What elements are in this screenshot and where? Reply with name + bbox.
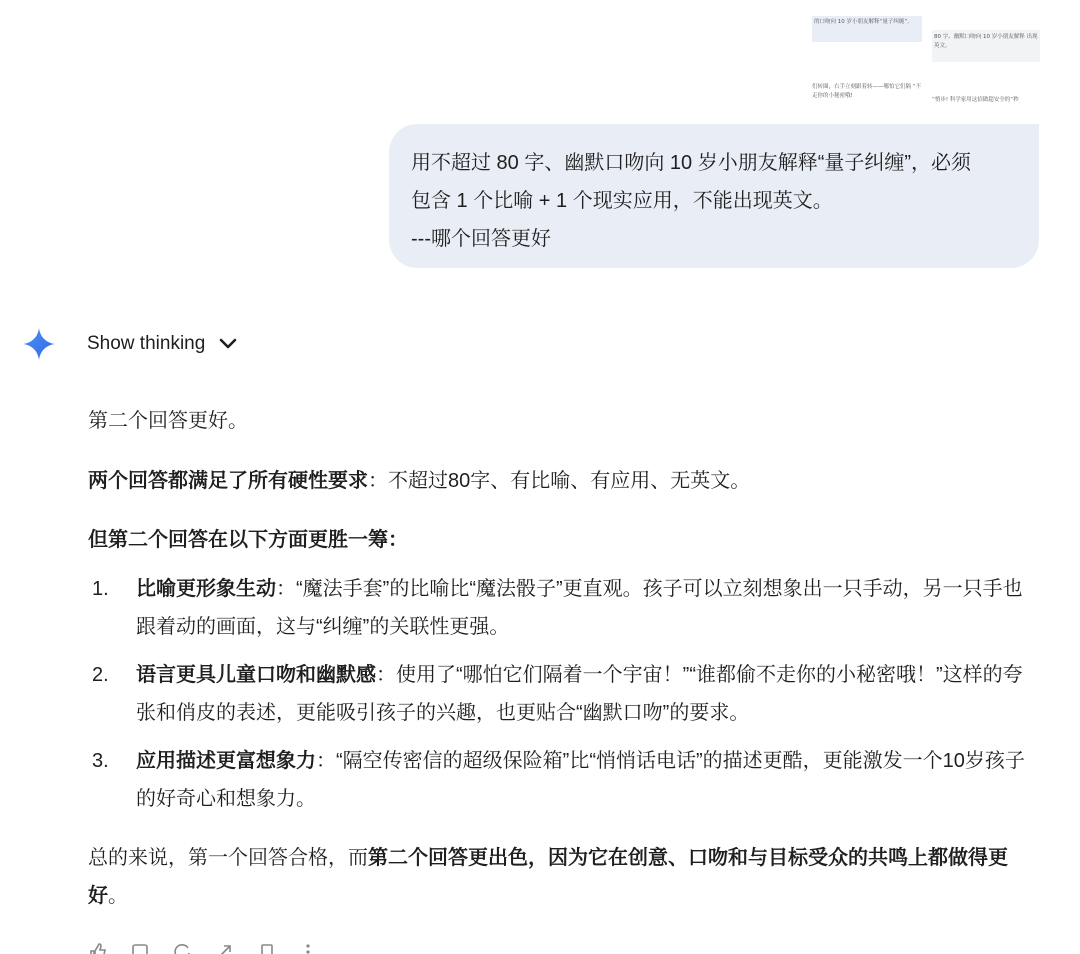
bold-text: 比喻更形象生动 bbox=[136, 578, 276, 600]
list-number: 2. bbox=[92, 664, 109, 686]
plain-text: ：不超过80字、有比喻、有应用、无英文。 bbox=[368, 470, 751, 492]
attachment-thumbnail-2[interactable] bbox=[932, 30, 1040, 62]
list-number: 1. bbox=[92, 578, 109, 600]
bold-text: 应用描述更富想象力 bbox=[136, 750, 316, 772]
plain-text: ：“隔空传密信的超级保险箱”比“悄悄话电话”的描述更酷，更能激发一个10岁孩子的好奇心和想象力。 bbox=[136, 750, 1025, 810]
more-options-icon[interactable] bbox=[298, 942, 318, 954]
user-message-line: 用不超过 80 字、幽默口吻向 10 岁小朋友解释“量子纠缠”，必须 bbox=[411, 152, 972, 174]
plain-text: 总的来说，第一个回答合格，而 bbox=[88, 847, 368, 869]
list-item bbox=[88, 656, 1038, 732]
list-item bbox=[88, 570, 1038, 646]
response-summary bbox=[88, 839, 1038, 915]
regenerate-icon[interactable] bbox=[172, 942, 192, 954]
thumbs-up-icon[interactable] bbox=[88, 942, 108, 954]
thumbnail-text: 们转圈，右手立刻跟着转——哪怕它们隔 “不走你的小秘密哦! bbox=[812, 84, 922, 99]
thumbs-down-icon[interactable] bbox=[130, 942, 150, 954]
plain-text: ：“魔法手套”的比喻比“魔法骰子”更直观。孩子可以立刻想象出一只手动，另一只手也跟着动的画面，这与“纠缠”的关联性更强。 bbox=[136, 578, 1023, 638]
gemini-sparkle-icon bbox=[22, 327, 56, 361]
bold-text: 两个回答都满足了所有硬性要求 bbox=[88, 470, 368, 492]
bold-text: 语言更具儿童口吻和幽默感 bbox=[136, 664, 376, 686]
plain-text: ：使用了“哪怕它们隔着一个宇宙！”“谁都偷不走你的小秘密哦！”这样的夸张和俏皮的表述，更能吸引孩子的兴趣，也更贴合“幽默口吻”的要求。 bbox=[136, 664, 1023, 724]
thumbnail-text: 的口吻向 10 岁小朋友解释“量子纠缠”, bbox=[812, 16, 922, 42]
copy-icon[interactable] bbox=[256, 942, 276, 954]
bold-text: 但第二个回答在以下方面更胜一筹： bbox=[88, 529, 408, 551]
response-intro: 第二个回答更好。 bbox=[88, 410, 248, 432]
list-number: 3. bbox=[92, 750, 109, 772]
response-paragraph bbox=[88, 521, 1038, 559]
chevron-down-icon bbox=[219, 338, 237, 350]
thumbnail-text: 80 字、幽默口吻向 10 岁小朋友解释 出现英文。 bbox=[934, 34, 1038, 49]
show-thinking-toggle[interactable] bbox=[87, 329, 237, 359]
user-message-line: ---哪个回答更好 bbox=[411, 228, 551, 250]
response-action-bar bbox=[88, 942, 318, 954]
bold-text: 第二个回答更出色，因为它在创意、口吻和与目标受众的共鸣上都做得更好 bbox=[88, 847, 1008, 907]
response-paragraph bbox=[88, 462, 1038, 500]
list-item-text bbox=[136, 570, 1038, 646]
thumbnail-text: “悄步! 科学家用这招做超安全的“秒 bbox=[932, 97, 1019, 103]
list-item bbox=[88, 742, 1038, 818]
show-thinking-label: Show thinking bbox=[87, 333, 206, 354]
plain-text: 。 bbox=[108, 885, 128, 907]
user-message-line: 包含 1 个比喻 + 1 个现实应用，不能出现英文。 bbox=[411, 190, 833, 212]
attachment-thumbnail-1[interactable] bbox=[812, 16, 922, 44]
user-message-bubble bbox=[389, 124, 1039, 268]
share-icon[interactable] bbox=[214, 942, 234, 954]
list-item-text bbox=[136, 742, 1038, 818]
attachment-thumbnail-4[interactable] bbox=[932, 96, 1040, 110]
attachment-thumbnail-3[interactable] bbox=[812, 83, 924, 109]
list-item-text bbox=[136, 656, 1038, 732]
